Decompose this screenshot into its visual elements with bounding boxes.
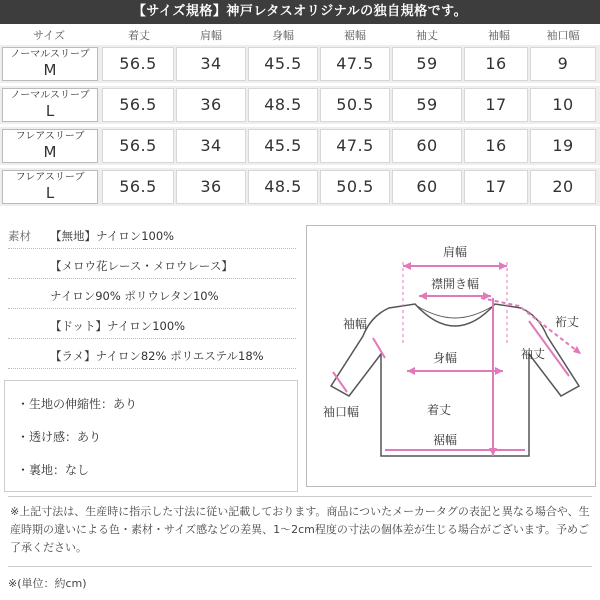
label-sodeguchi: 袖口幅 (322, 405, 360, 419)
cell-mihaba: 45.5 (264, 136, 302, 155)
material-label: 素材 (8, 229, 31, 243)
size-label (2, 47, 98, 81)
cell-sodehaba: 17 (485, 177, 507, 196)
cell-katahaba: 34 (200, 54, 222, 73)
col-header-kitake: 着丈 (128, 29, 150, 42)
fabric-properties-box (4, 380, 298, 492)
col-header-size: サイズ (32, 29, 66, 42)
divider (8, 308, 296, 309)
size-label (2, 170, 98, 204)
material-line: 【メロウ花レース・メロウレース】 (50, 259, 233, 273)
material-line: 【ドット】ナイロン100% (50, 319, 186, 333)
cell-sodeguchi: 20 (552, 177, 574, 196)
sleeve-type: ノーマルスリーブ (10, 49, 90, 60)
label-sodehaba: 袖幅 (342, 317, 368, 331)
cell-kitake: 56.5 (119, 54, 157, 73)
divider (8, 496, 592, 497)
label-sodetake: 袖丈 (520, 347, 546, 361)
arrowhead (419, 292, 427, 300)
col-header-sodetake: 袖丈 (416, 29, 438, 42)
table-row (0, 168, 600, 206)
material-line: ナイロン90% ポリウレタン10% (50, 289, 219, 303)
cell-sodeguchi: 19 (552, 136, 574, 155)
divider (8, 566, 592, 567)
size-label (2, 88, 98, 122)
property-sheer: ・透け感：あり (17, 430, 102, 444)
divider (8, 368, 296, 369)
cell-susohaba: 50.5 (336, 95, 374, 114)
arrowhead (499, 262, 507, 270)
material-line: 【ラメ】ナイロン82% ポリエステル18% (50, 349, 264, 363)
cell-susohaba: 47.5 (336, 54, 374, 73)
label-yukitake: 裄丈 (554, 315, 580, 329)
cell-susohaba: 47.5 (336, 136, 374, 155)
label-susohaba: 裾幅 (432, 433, 458, 447)
garment-diagram-svg (307, 226, 595, 486)
cell-mihaba: 48.5 (264, 95, 302, 114)
cell-sodehaba: 17 (485, 95, 507, 114)
cell-katahaba: 36 (200, 95, 222, 114)
table-row (0, 86, 600, 124)
property-stretch: ・生地の伸縮性：あり (17, 397, 138, 411)
divider (8, 338, 296, 339)
label-katahaba: 肩幅 (442, 245, 468, 259)
cell-kitake: 56.5 (119, 95, 157, 114)
cell-sodeguchi: 9 (557, 54, 569, 73)
sleeve-type: ノーマルスリーブ (10, 90, 90, 101)
unit-note: ※(単位：約cm) (8, 577, 87, 590)
cell-sodeguchi: 10 (552, 95, 574, 114)
cell-sodetake: 60 (416, 136, 438, 155)
size-letter: L (45, 102, 55, 120)
size-letter: M (43, 61, 57, 79)
size-disclaimer: ※上記寸法は、生産時に指示した寸法に従い記載しております。商品についたメーカータグの表記と異なる場合や、生産時期の違いによる色・素材・サイズ感などの差異、1〜2cm程度の寸法の個体差が生じる場合がございます。予めご了承ください。 (10, 505, 590, 554)
cell-mihaba: 45.5 (264, 54, 302, 73)
label-kitake: 着丈 (426, 403, 452, 417)
size-label (2, 129, 98, 163)
cell-kitake: 56.5 (119, 136, 157, 155)
col-header-sodehaba: 袖幅 (488, 29, 510, 42)
cell-katahaba: 34 (200, 136, 222, 155)
property-lining: ・裏地：なし (17, 463, 90, 477)
measurement-diagram (306, 225, 596, 487)
size-letter: L (45, 184, 55, 202)
col-header-sodeguchi: 袖口幅 (546, 29, 580, 42)
size-spec-header: 【サイズ規格】神戸レタスオリジナルの独自規格です。 (0, 0, 600, 24)
col-header-katahaba: 肩幅 (200, 29, 222, 42)
cell-mihaba: 48.5 (264, 177, 302, 196)
cell-susohaba: 50.5 (336, 177, 374, 196)
arrowhead (407, 367, 415, 375)
sodehaba-arrow (373, 338, 385, 358)
cell-katahaba: 36 (200, 177, 222, 196)
size-letter: M (43, 143, 57, 161)
col-header-mihaba: 身幅 (272, 29, 294, 42)
divider (8, 278, 296, 279)
table-row (0, 127, 600, 165)
cell-sodetake: 59 (416, 95, 438, 114)
cell-sodetake: 60 (416, 177, 438, 196)
sleeve-type: フレアスリーブ (15, 131, 85, 142)
material-line: 【無地】ナイロン100% (50, 229, 175, 243)
table-row (0, 45, 600, 83)
divider (8, 248, 296, 249)
cell-sodehaba: 16 (485, 136, 507, 155)
cell-kitake: 56.5 (119, 177, 157, 196)
column-headers (0, 25, 600, 45)
arrowhead (573, 346, 581, 354)
label-eriaki: 襟開き幅 (430, 277, 480, 291)
cell-sodetake: 59 (416, 54, 438, 73)
sleeve-type: フレアスリーブ (15, 172, 85, 183)
label-mihaba: 身幅 (432, 351, 458, 365)
cell-sodehaba: 16 (485, 54, 507, 73)
col-header-susohaba: 裾幅 (344, 29, 366, 42)
arrowhead (403, 262, 411, 270)
arrowhead (495, 367, 503, 375)
